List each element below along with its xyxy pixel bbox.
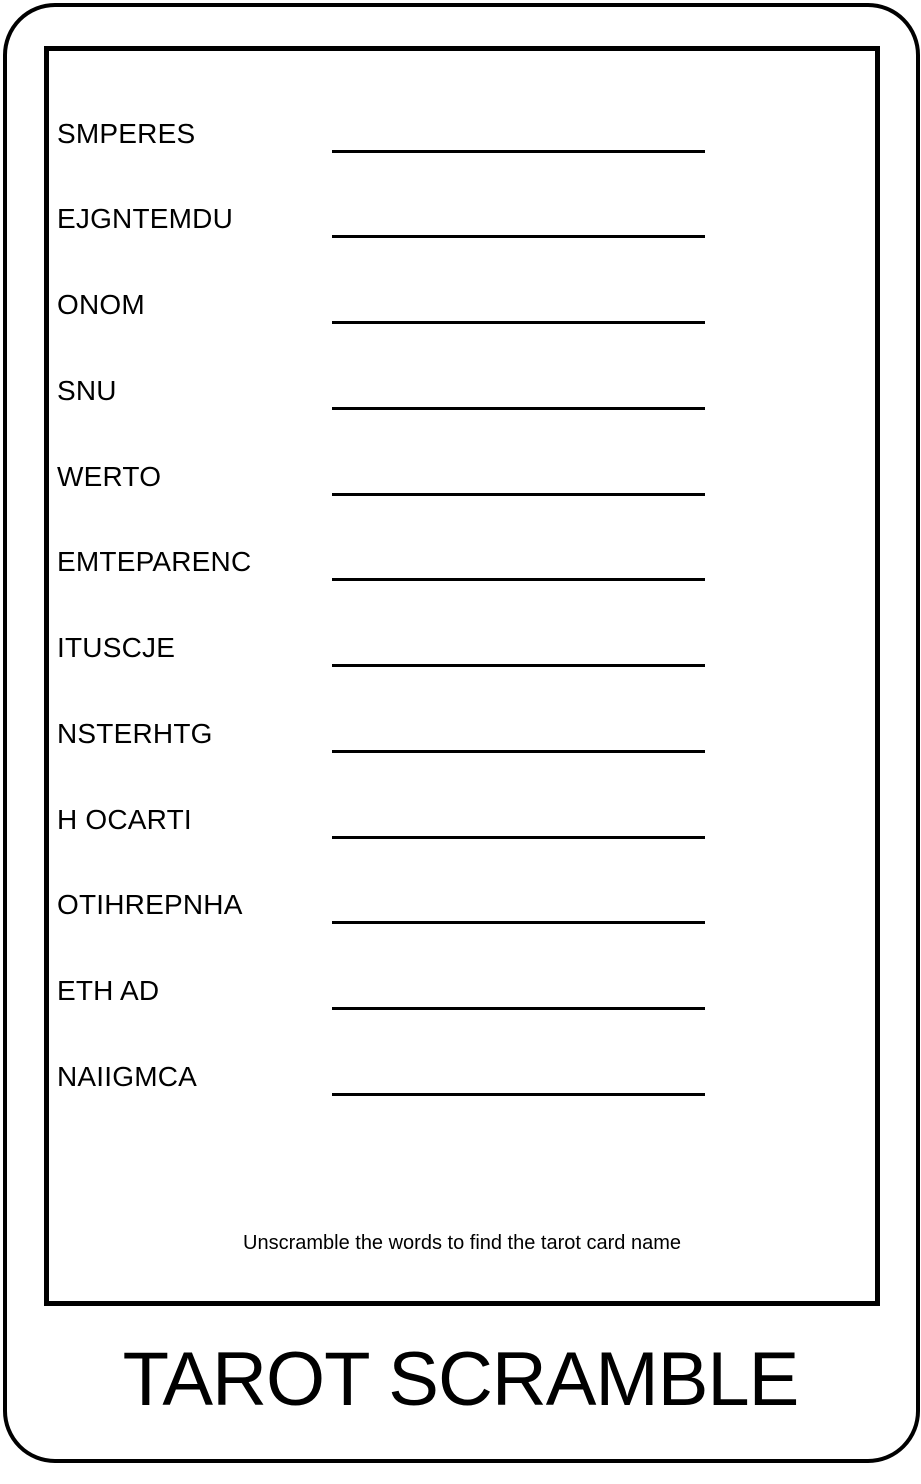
answer-blank (332, 321, 705, 324)
scramble-row (57, 542, 757, 582)
scramble-row (57, 457, 757, 497)
answer-blank (332, 921, 705, 924)
scramble-row (57, 1057, 757, 1097)
scramble-row (57, 971, 757, 1011)
scrambled-word: EJGNTEMDU (57, 203, 234, 234)
answer-blank (332, 493, 705, 496)
scramble-row (57, 114, 757, 154)
scramble-row (57, 800, 757, 840)
answer-blank (332, 150, 705, 153)
answer-blank (332, 1007, 705, 1010)
answer-blank (332, 1093, 705, 1096)
scrambled-word: SMPERES (57, 118, 196, 149)
scrambled-word: H OCARTI (57, 804, 192, 835)
answer-blank (332, 836, 705, 839)
answer-blank (332, 664, 705, 667)
scrambled-word: NAIIGMCA (57, 1061, 198, 1092)
instructions-text: Unscramble the words to find the tarot card name (243, 1232, 681, 1254)
scramble-row (57, 714, 757, 754)
scrambled-word: OTIHREPNHA (57, 889, 243, 920)
answer-blank (332, 750, 705, 753)
scramble-row (57, 628, 757, 668)
scramble-row (57, 885, 757, 925)
scrambled-word: EMTEPARENC (57, 546, 252, 577)
puzzle-panel (44, 46, 880, 1306)
answer-blank (332, 407, 705, 410)
scramble-row (57, 285, 757, 325)
scramble-row (57, 199, 757, 239)
scramble-row (57, 371, 757, 411)
scrambled-word: WERTO (57, 461, 162, 492)
scrambled-word: SNU (57, 375, 117, 406)
scrambled-word: ETH AD (57, 975, 160, 1006)
page-title: TAROT SCRAMBLE (122, 1337, 799, 1422)
answer-blank (332, 578, 705, 581)
answer-blank (332, 235, 705, 238)
scrambled-word: ITUSCJE (57, 632, 176, 663)
scrambled-word: ONOM (57, 289, 145, 320)
scrambled-word: NSTERHTG (57, 718, 213, 749)
